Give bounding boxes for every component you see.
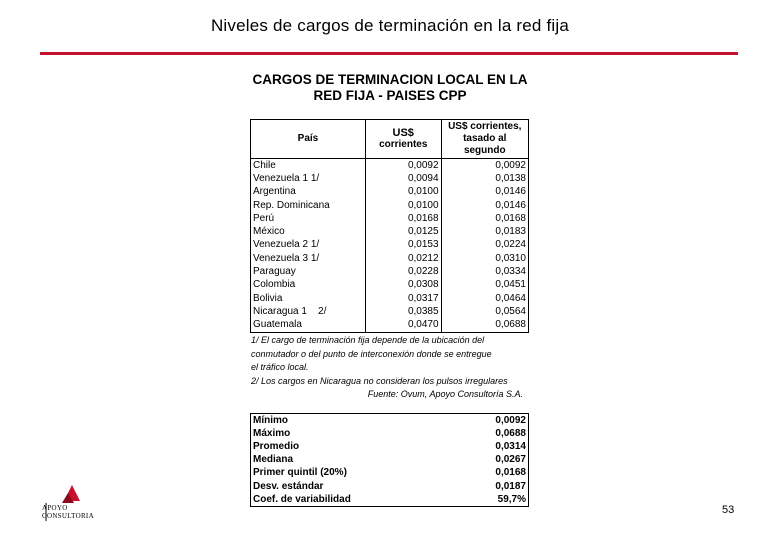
stat-label: Máximo [253,427,291,439]
stats-row [251,427,529,440]
cell-us-tasado: 0,0183 [441,225,528,238]
cell-pais: Bolivia [253,292,283,304]
table-title-line2: RED FIJA - PAISES CPP [313,88,467,103]
cell-us-corrientes: 0,0308 [365,279,441,292]
cell-us-corrientes: 0,0470 [365,319,441,333]
stat-label: Primer quintil (20%) [253,467,347,479]
header-col1-line2: corrientes [379,139,428,150]
cell-pais: Rep. Dominicana [253,199,330,211]
table-row [251,292,529,305]
logo-line2: CONSULTORIA [42,512,94,520]
cell-us-corrientes: 0,0092 [365,159,441,173]
source-note: Fuente: Ovum, Apoyo Consultoría S.A. [367,389,523,399]
cell-us-tasado: 0,0310 [441,252,528,265]
logo-text [42,504,94,520]
stat-value: 59,7% [497,493,526,505]
cell-pais: Paraguay [253,266,296,278]
note-2: 2/ Los cargos en Nicaragua no consideran los pulsos irregulares [251,375,508,386]
cell-us-tasado: 0,0146 [441,186,528,199]
cell-us-corrientes: 0,0153 [365,239,441,252]
table-header-row [251,120,529,159]
stat-value: 0,0267 [495,454,526,466]
cell-pais: Venezuela 2 1/ [253,239,320,251]
table-row [251,199,529,212]
cell-us-corrientes: 0,0385 [365,305,441,318]
termination-charges-table [250,119,529,333]
header-us-tasado [441,120,528,159]
cell-us-corrientes: 0,0100 [365,199,441,212]
cell-us-tasado: 0,0334 [441,265,528,278]
header-col2-line3: segundo [463,145,506,156]
cell-us-corrientes: 0,0168 [365,212,441,225]
header-us-corrientes [365,120,441,159]
logo-line1: APOYO [42,504,68,512]
slide-title: Niveles de cargos de terminación en la red fija [210,16,570,35]
cell-pais: Guatemala [253,319,302,331]
stats-row [251,480,529,493]
stat-label: Mínimo [253,414,288,426]
cell-pais: México [253,226,285,238]
cell-us-tasado: 0,0146 [441,199,528,212]
cell-pais: Argentina [253,186,296,198]
cell-us-corrientes: 0,0094 [365,172,441,185]
cell-us-corrientes: 0,0317 [365,292,441,305]
stat-value: 0,0314 [495,440,526,452]
cell-pais: Colombia [253,279,296,291]
table-row [251,172,529,185]
table-row [251,265,529,278]
note-1-line2: conmutador o del punto de interconexión donde se entregue [251,348,492,359]
stat-value: 0,0168 [495,467,526,479]
cell-us-tasado: 0,0138 [441,172,528,185]
cell-us-tasado: 0,0688 [441,319,528,333]
cell-pais: Venezuela 3 1/ [253,252,320,264]
cell-us-tasado: 0,0168 [441,212,528,225]
cell-us-corrientes: 0,0100 [365,186,441,199]
note-1-line3: el tráfico local. [251,362,309,372]
table-row [251,279,529,292]
table-row [251,305,529,318]
stat-value: 0,0092 [495,414,526,426]
header-col1-line1: US$ [392,127,414,139]
table-row [251,212,529,225]
cell-us-tasado: 0,0451 [441,279,528,292]
cell-us-tasado: 0,0092 [441,159,528,173]
header-col2-line1: US$ corrientes, [448,121,522,132]
stats-row [251,467,529,480]
header-pais: País [251,120,366,159]
stat-label: Coef. de variabilidad [253,493,351,505]
table-row [251,225,529,238]
cell-us-corrientes: 0,0212 [365,252,441,265]
cell-us-corrientes: 0,0125 [365,225,441,238]
note-1-line1: 1/ El cargo de terminación fija depende de la ubicación del [251,335,485,345]
stat-value: 0,0187 [495,480,526,492]
cell-pais: Nicaragua 1 2/ [253,305,327,317]
table-row [251,186,529,199]
table-title [250,72,530,104]
cell-us-tasado: 0,0224 [441,239,528,252]
stats-row [251,454,529,467]
stat-label: Desv. estándar [253,480,324,492]
table-row [251,239,529,252]
table-notes [251,334,529,402]
stats-row [251,440,529,453]
stat-label: Mediana [253,454,294,466]
stats-row [251,414,529,428]
stat-label: Promedio [253,440,300,452]
page-number: 53 [722,504,735,516]
cell-pais: Venezuela 1 1/ [253,172,320,184]
header-col2-line2: tasado al [463,133,507,144]
cell-pais: Chile [253,159,276,171]
cell-us-corrientes: 0,0228 [365,265,441,278]
table-row [251,252,529,265]
title-divider [40,52,738,55]
cell-us-tasado: 0,0464 [441,292,528,305]
statistics-table [250,413,529,507]
table-title-line1: CARGOS DE TERMINACION LOCAL EN LA [252,72,528,87]
cell-pais: Perú [253,212,275,224]
table-row [251,159,529,173]
cell-us-tasado: 0,0564 [441,305,528,318]
stats-row [251,493,529,507]
table-row [251,319,529,333]
stat-value: 0,0688 [495,427,526,439]
